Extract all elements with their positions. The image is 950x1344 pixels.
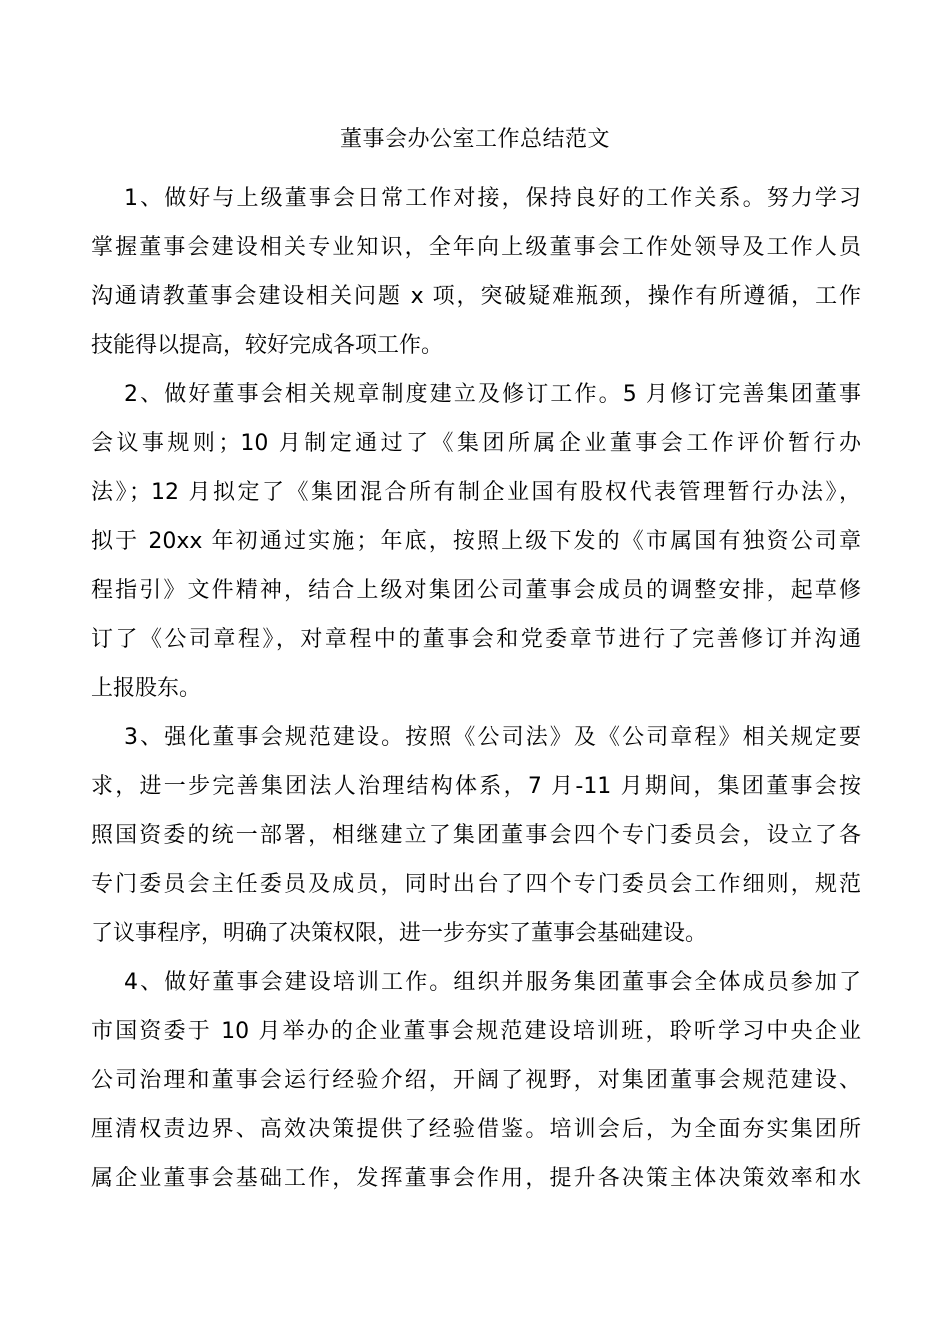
paragraph-line: 2、做好董事会相关规章制度建立及修订工作。5 月修订完善集团董事 <box>124 382 861 407</box>
paragraph-line: 法》；12 月拟定了《集团混合所有制企业国有股权代表管理暂行办法》， <box>91 480 861 505</box>
paragraph-line: 4、做好董事会建设培训工作。组织并服务集团董事会全体成员参加了 <box>124 970 861 995</box>
paragraph-line: 市国资委于 10 月举办的企业董事会规范建设培训班，聆听学习中央企业 <box>91 1019 861 1044</box>
paragraph-line: 3、强化董事会规范建设。按照《公司法》及《公司章程》相关规定要 <box>124 725 861 750</box>
paragraph-line: 求，进一步完善集团法人治理结构体系，7 月-11 月期间，集团董事会按 <box>91 774 861 799</box>
paragraph-line: 属企业董事会基础工作，发挥董事会作用，提升各决策主体决策效率和水 <box>91 1166 861 1191</box>
paragraph-line: 厘清权责边界、高效决策提供了经验借鉴。培训会后，为全面夯实集团所 <box>91 1117 861 1142</box>
paragraph-line: 程指引》文件精神，结合上级对集团公司董事会成员的调整安排，起草修 <box>91 578 861 603</box>
paragraph-line: 上报股东。 <box>91 676 202 701</box>
paragraph-line: 会议事规则；10 月制定通过了《集团所属企业董事会工作评价暂行办 <box>91 431 861 456</box>
paragraph-2 <box>91 370 861 713</box>
paragraph-line: 技能得以提高，较好完成各项工作。 <box>91 333 444 358</box>
paragraph-line: 照国资委的统一部署，相继建立了集团董事会四个专门委员会，设立了各 <box>91 823 861 848</box>
paragraph-1 <box>91 174 861 370</box>
paragraph-4 <box>91 958 861 1203</box>
paragraph-3 <box>91 713 861 958</box>
paragraph-line: 1、做好与上级董事会日常工作对接，保持良好的工作关系。努力学习 <box>124 186 861 211</box>
paragraph-line: 订了《公司章程》，对章程中的董事会和党委章节进行了完善修订并沟通 <box>91 627 861 652</box>
paragraph-line: 掌握董事会建设相关专业知识，全年向上级董事会工作处领导及工作人员 <box>91 235 861 260</box>
document-title: 董事会办公室工作总结范文 <box>339 127 610 152</box>
paragraph-line: 公司治理和董事会运行经验介绍，开阔了视野，对集团董事会规范建设、 <box>91 1068 861 1093</box>
document-body <box>91 174 861 1203</box>
paragraph-line: 了议事程序，明确了决策权限，进一步夯实了董事会基础建设。 <box>91 921 708 946</box>
paragraph-line: 专门委员会主任委员及成员，同时出台了四个专门委员会工作细则，规范 <box>91 872 861 897</box>
paragraph-line: 沟通请教董事会建设相关问题 x 项，突破疑难瓶颈，操作有所遵循，工作 <box>91 284 861 309</box>
paragraph-line: 拟于 20xx 年初通过实施；年底，按照上级下发的《市属国有独资公司章 <box>91 529 861 554</box>
